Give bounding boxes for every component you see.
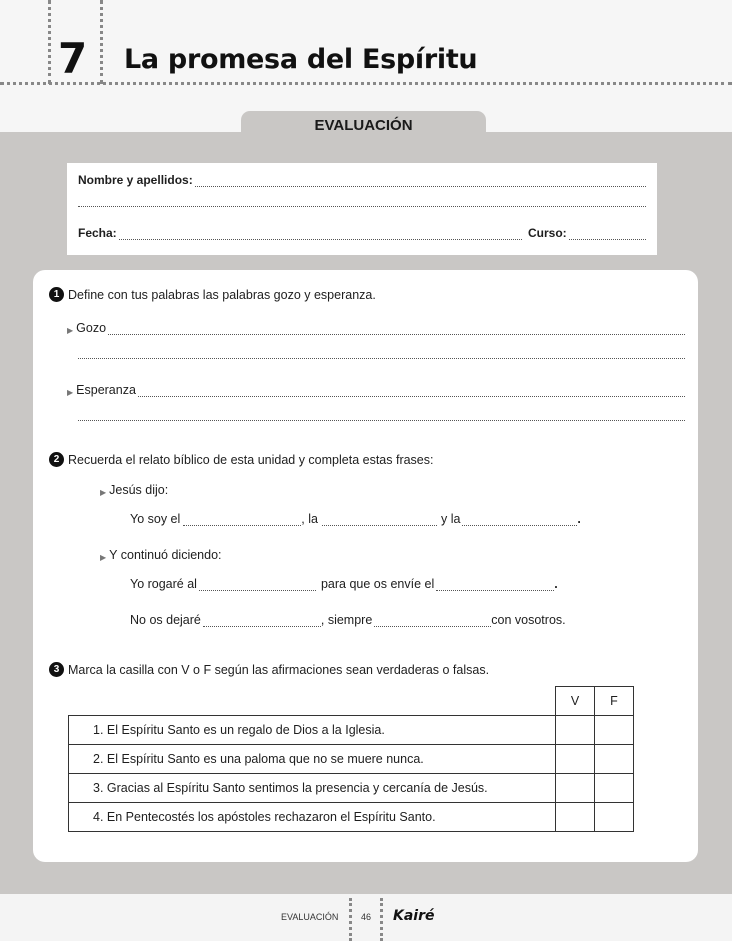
sentence-1-part-c: y la: [440, 512, 461, 526]
prompt-jesus-dijo: [100, 483, 168, 497]
date-field[interactable]: [78, 226, 522, 240]
esperanza-field[interactable]: [67, 383, 685, 397]
gozo-label: Gozo: [76, 321, 107, 335]
prompt-1-text: Jesús dijo:: [109, 483, 169, 497]
arrow-icon: ▶: [100, 553, 107, 562]
table-row: [69, 745, 634, 774]
table-row: [69, 803, 634, 832]
gozo-field[interactable]: [67, 321, 685, 335]
blank-vida[interactable]: [462, 516, 577, 526]
footer-dotted-line-left: [349, 898, 352, 941]
checkbox-f-4[interactable]: [595, 803, 634, 832]
statement-4: 4. En Pentecostés los apóstoles rechazaron el Espíritu Santo.: [69, 803, 556, 832]
sentence-3-part-b: , siempre: [320, 613, 373, 627]
true-false-table: [68, 686, 634, 832]
checkbox-v-4[interactable]: [556, 803, 595, 832]
sentence-1: [130, 512, 581, 526]
name-line[interactable]: [195, 177, 646, 187]
section-tab: EVALUACIÓN: [241, 111, 486, 141]
statement-2: 2. El Espíritu Santo es una paloma que no se muere nunca.: [69, 745, 556, 774]
blank-verdad[interactable]: [322, 516, 437, 526]
esperanza-label: Esperanza: [76, 383, 136, 397]
footer-page-number: 46: [361, 912, 372, 922]
checkbox-v-2[interactable]: [556, 745, 595, 774]
checkbox-f-2[interactable]: [595, 745, 634, 774]
prompt-continuo: [100, 548, 222, 562]
checkbox-f-1[interactable]: [595, 716, 634, 745]
blank-camino[interactable]: [183, 516, 301, 526]
sentence-1-part-a: Yo soy el: [130, 512, 181, 526]
blank-estare[interactable]: [374, 617, 491, 627]
course-field[interactable]: [528, 226, 646, 240]
header-dotted-line-left: [48, 0, 51, 84]
sentence-1-end: .: [577, 512, 581, 526]
checkbox-f-3[interactable]: [595, 774, 634, 803]
sentence-3-part-c: con vosotros.: [491, 613, 566, 627]
name-label: Nombre y apellidos:: [78, 173, 193, 187]
question-2-number: 2: [49, 452, 64, 467]
blank-solos[interactable]: [203, 617, 321, 627]
question-1-number: 1: [49, 287, 64, 302]
name-field[interactable]: [78, 173, 646, 187]
sentence-3-part-a: No os dejaré: [130, 613, 201, 627]
column-header-f: F: [595, 687, 634, 716]
student-info-box: [67, 163, 657, 255]
sentence-2-end: .: [554, 577, 558, 591]
footer-section: EVALUACIÓN: [281, 912, 339, 922]
date-line[interactable]: [119, 230, 522, 240]
gozo-line[interactable]: [108, 325, 685, 335]
course-label: Curso:: [528, 226, 567, 240]
statement-1: 1. El Espíritu Santo es un regalo de Dios a la Iglesia.: [69, 716, 556, 745]
question-3-title: [49, 662, 489, 677]
column-header-v: V: [556, 687, 595, 716]
esperanza-line[interactable]: [138, 387, 685, 397]
question-3-text: Marca la casilla con V o F según las afirmaciones sean verdaderas o falsas.: [68, 662, 490, 677]
question-3-number: 3: [49, 662, 64, 677]
arrow-icon: ▶: [67, 388, 74, 397]
sentence-2: [130, 577, 558, 591]
table-header-row: [69, 687, 634, 716]
question-2-title: [49, 452, 434, 467]
table-header-spacer: [69, 687, 556, 716]
prompt-2-text: Y continuó diciendo:: [109, 548, 222, 562]
checkbox-v-3[interactable]: [556, 774, 595, 803]
sentence-3: [130, 613, 566, 627]
date-label: Fecha:: [78, 226, 117, 240]
statement-3: 3. Gracias al Espíritu Santo sentimos la presencia y cercanía de Jesús.: [69, 774, 556, 803]
sentence-1-part-b: , la: [301, 512, 318, 526]
gozo-line-2[interactable]: [78, 358, 685, 359]
header-dotted-rule: [0, 82, 732, 85]
esperanza-line-2[interactable]: [78, 420, 685, 421]
chapter-number: 7: [58, 34, 88, 83]
blank-espiritu[interactable]: [436, 581, 554, 591]
header-dotted-line-right: [100, 0, 103, 84]
question-1-text: Define con tus palabras las palabras gozo y esperanza.: [68, 287, 376, 302]
table-row: [69, 774, 634, 803]
sentence-2-part-b: para que os envíe el: [320, 577, 435, 591]
name-line-2[interactable]: [78, 206, 646, 207]
table-row: [69, 716, 634, 745]
sentence-2-part-a: Yo rogaré al: [130, 577, 197, 591]
question-2-text: Recuerda el relato bíblico de esta unidad y completa estas frases:: [68, 452, 434, 467]
brand-logo: Kairé: [393, 908, 435, 924]
arrow-icon: ▶: [67, 326, 74, 335]
footer-dotted-line-right: [380, 898, 383, 941]
arrow-icon: ▶: [100, 488, 107, 497]
checkbox-v-1[interactable]: [556, 716, 595, 745]
page-title: La promesa del Espíritu: [124, 44, 478, 75]
course-line[interactable]: [569, 230, 646, 240]
blank-padre[interactable]: [199, 581, 316, 591]
question-1-title: [49, 287, 376, 302]
